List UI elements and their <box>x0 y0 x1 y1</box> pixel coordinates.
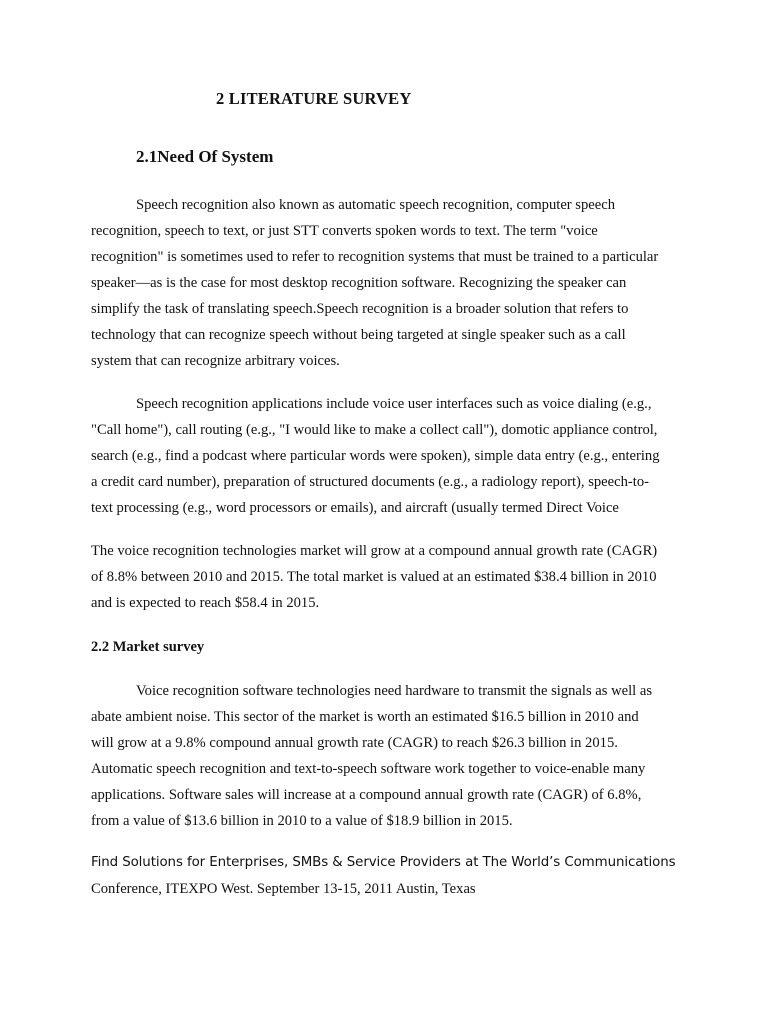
paragraph-line: simplify the task of translating speech.Speech recognition is a broader solution that refers to <box>91 301 629 317</box>
paragraph-line: from a value of $13.6 billion in 2010 to a value of $18.9 billion in 2015. <box>91 813 513 829</box>
paragraph-line: technology that can recognize speech without being targeted at single speaker such as a call <box>91 327 626 343</box>
paragraph-market-growth <box>91 538 657 616</box>
paragraph-line: and is expected to reach $58.4 in 2015. <box>91 595 320 611</box>
paragraph-speech-recognition-applications <box>91 391 660 521</box>
paragraph-speech-recognition-definition <box>91 192 658 374</box>
section-heading-need-of-system: 2.1Need Of System <box>136 147 274 166</box>
paragraph-line: The voice recognition technologies market will grow at a compound annual growth rate (CAGR) <box>91 543 658 559</box>
paragraph-line: search (e.g., find a podcast where particular words were spoken), simple data entry (e.g., entering <box>91 448 660 464</box>
paragraph-line: applications. Software sales will increase at a compound annual growth rate (CAGR) of 6.8%, <box>91 787 642 803</box>
paragraph-line: "Call home"), call routing (e.g., "I would like to make a collect call"), domotic appliance control, <box>91 422 658 438</box>
paragraph-line: of 8.8% between 2010 and 2015. The total market is valued at an estimated $38.4 billion in 2010 <box>91 569 657 585</box>
paragraph-line: a credit card number), preparation of structured documents (e.g., a radiology report), speech-to- <box>91 474 649 490</box>
chapter-heading: 2 LITERATURE SURVEY <box>216 89 412 108</box>
paragraph-line: abate ambient noise. This sector of the market is worth an estimated $16.5 billion in 2010 and <box>91 709 639 725</box>
paragraph-line: speaker—as is the case for most desktop recognition software. Recognizing the speaker can <box>91 275 627 291</box>
paragraph-line: Speech recognition applications include voice user interfaces such as voice dialing (e.g., <box>136 396 652 412</box>
paragraph-line: Conference, ITEXPO West. September 13-15, 2011 Austin, Texas <box>91 881 476 897</box>
paragraph-conference-note <box>91 850 675 902</box>
subsection-heading-market-survey: 2.2 Market survey <box>91 639 205 655</box>
paragraph-line: recognition, speech to text, or just STT converts spoken words to text. The term "voice <box>91 223 598 239</box>
paragraph-line: Speech recognition also known as automatic speech recognition, computer speech <box>136 197 616 213</box>
paragraph-line: text processing (e.g., word processors or emails), and aircraft (usually termed Direct Voice <box>91 500 619 516</box>
paragraph-line: will grow at a 9.8% compound annual growth rate (CAGR) to reach $26.3 billion in 2015. <box>91 735 618 751</box>
paragraph-market-survey <box>91 678 652 834</box>
paragraph-line: recognition" is sometimes used to refer to recognition systems that must be trained to a particular <box>91 249 659 265</box>
paragraph-line: Find Solutions for Enterprises, SMBs & Service Providers at The World’s Communications <box>91 855 676 870</box>
paragraph-line: system that can recognize arbitrary voices. <box>91 353 340 369</box>
paragraph-line: Voice recognition software technologies need hardware to transmit the signals as well as <box>136 683 653 699</box>
paragraph-line: Automatic speech recognition and text-to-speech software work together to voice-enable many <box>91 761 646 777</box>
